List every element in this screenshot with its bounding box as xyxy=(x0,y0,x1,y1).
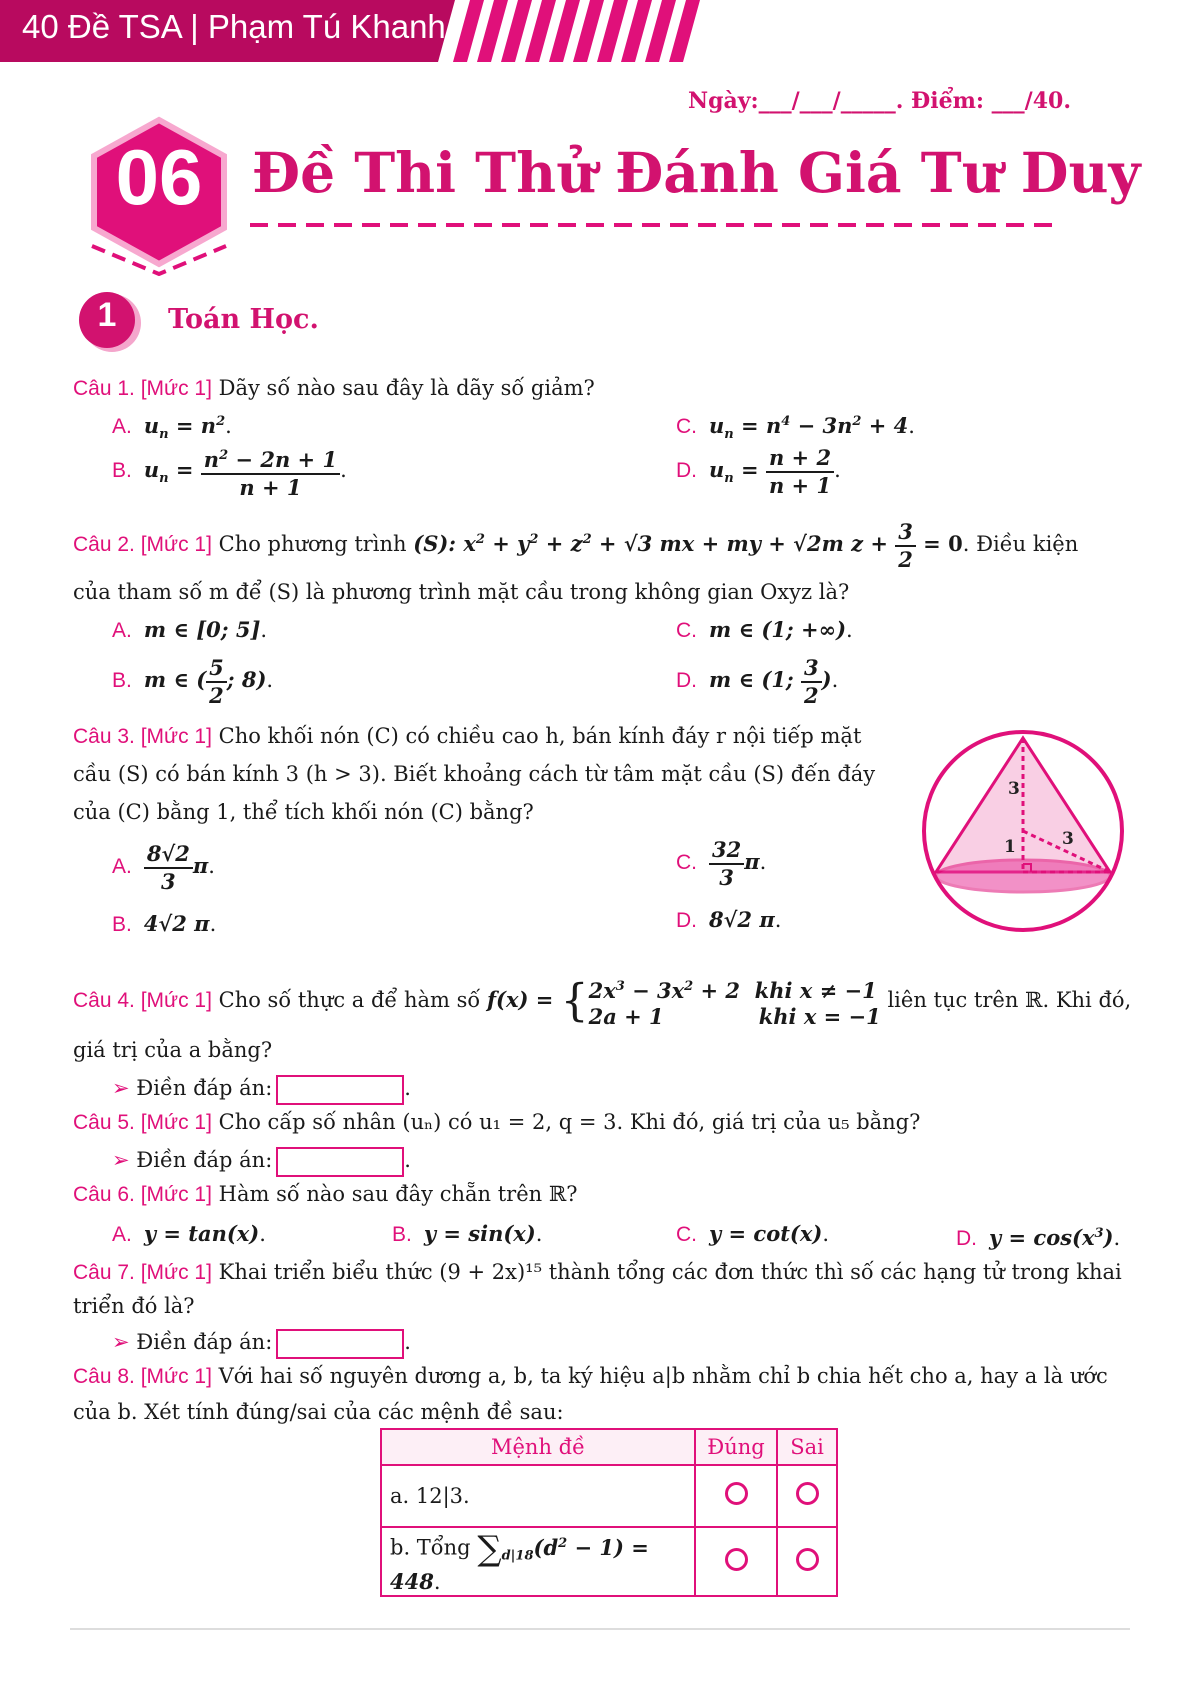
question-8 xyxy=(73,1362,1108,1391)
q3-option-d[interactable]: D. 8√2 π. xyxy=(676,907,782,932)
answer-box[interactable] xyxy=(276,1147,404,1177)
answer-box[interactable] xyxy=(276,1329,404,1359)
question-1 xyxy=(73,374,595,403)
true-radio-a[interactable] xyxy=(695,1465,777,1527)
q6-option-b[interactable]: B. y = sin(x). xyxy=(392,1221,543,1246)
fill-label: Điền đáp án: xyxy=(136,1076,273,1100)
question-label: Câu 1. [Mức 1] xyxy=(73,377,212,400)
question-text: Cho khối nón (C) có chiều cao h, bán kính đáy r nội tiếp mặt xyxy=(218,724,862,748)
q6-option-d[interactable]: D. $y = \cos(x^3)$. xyxy=(956,1225,1121,1250)
false-radio-b[interactable] xyxy=(777,1527,837,1596)
q2-line2: của tham số m để (S) là phương trình mặt cầu trong không gian Oxyz là? xyxy=(73,580,850,604)
q3-option-c[interactable]: C. $\frac{32}{3}$ π. xyxy=(676,836,767,890)
section-title: Toán Học. xyxy=(168,304,319,335)
col-header-statement: Mệnh đề xyxy=(381,1429,695,1465)
q3-line3: của (C) bằng 1, thể tích khối nón (C) bằng? xyxy=(73,800,534,824)
arrow-icon: ➢ xyxy=(112,1330,130,1354)
figure-label-1: 1 xyxy=(1004,837,1016,857)
statement-a: a. 12|3. xyxy=(381,1465,695,1527)
radio-circle-icon[interactable] xyxy=(796,1482,819,1505)
question-label: Câu 3. [Mức 1] xyxy=(73,725,212,748)
cone-sphere-figure xyxy=(920,728,1126,934)
header-title: 40 Đề TSA | Phạm Tú Khanh xyxy=(22,8,446,45)
arrow-icon: ➢ xyxy=(112,1148,130,1172)
question-text: Cho phương trình xyxy=(218,532,407,556)
question-label: Câu 6. [Mức 1] xyxy=(73,1183,212,1206)
q8-line2: của b. Xét tính đúng/sai của các mệnh đề sau: xyxy=(73,1400,564,1424)
question-text-2: Điều kiện xyxy=(976,532,1079,556)
q1-option-b[interactable]: B. $u_n$ = $\frac{n^2 - 2n + 1}{n + 1}$ . xyxy=(112,442,347,507)
radio-circle-icon[interactable] xyxy=(725,1548,748,1571)
question-4: Câu 4. [Mức 1] Cho số thực a để hàm số $f(x) = \{2x^3 - 3x^2 + 2$ khi x ≠ −1 2a + 1 khi x = −1 liên tục trên ℝ. Khi đó, xyxy=(73,975,1132,1029)
section-number: 1 xyxy=(97,296,117,334)
question-label: Câu 5. [Mức 1] xyxy=(73,1111,212,1134)
footer-divider xyxy=(70,1628,1130,1630)
radio-circle-icon[interactable] xyxy=(796,1548,819,1571)
fill-label: Điền đáp án: xyxy=(136,1148,273,1172)
true-radio-b[interactable] xyxy=(695,1527,777,1596)
figure-label-3a: 3 xyxy=(1008,779,1020,799)
question-text-2: liên tục trên ℝ. Khi đó, xyxy=(887,988,1132,1012)
col-header-true: Đúng xyxy=(695,1429,777,1465)
exam-title: Đề Thi Thử Đánh Giá Tư Duy xyxy=(252,140,1141,205)
question-text: Khai triển biểu thức (9 + 2x)¹⁵ thành tổng các đơn thức thì số các hạng tử trong khai xyxy=(218,1260,1122,1284)
title-underline xyxy=(250,222,1056,228)
q1-option-a[interactable]: A. $u_n = n^2$. xyxy=(112,413,232,443)
q6-option-a[interactable]: A. y = tan(x). xyxy=(112,1221,266,1246)
statement-b: b. Tổng $\sum_{d|18}(d^2 - 1) = 448$. xyxy=(381,1527,695,1596)
q2-option-a[interactable]: A. m ∈ [0; 5]. xyxy=(112,617,268,642)
q4-answer-row: ➢ Điền đáp án: . xyxy=(112,1074,411,1105)
q2-option-b[interactable]: B. m ∈ ( $\frac{5}{2}$ ; 8). xyxy=(112,654,274,708)
exam-number: 06 xyxy=(115,133,203,221)
col-header-false: Sai xyxy=(777,1429,837,1465)
radio-circle-icon[interactable] xyxy=(725,1482,748,1505)
question-text: Cho cấp số nhân (uₙ) có u₁ = 2, q = 3. Khi đó, giá trị của u₅ bằng? xyxy=(218,1110,921,1134)
question-label: Câu 4. [Mức 1] xyxy=(73,989,212,1012)
q1-option-c[interactable]: C. $u_n = n^4 - 3n^2 + 4$. xyxy=(676,413,915,443)
q3-option-a[interactable]: A. $\frac{8√2}{3}$ π. xyxy=(112,840,215,894)
question-2: Câu 2. [Mức 1] Cho phương trình (S): $x^2 + y^2 + z^2 + √3$ mx + my + √2m z + $\frac{3}{2}$ = 0. Điều kiện xyxy=(73,518,1079,572)
q3-line2: cầu (S) có bán kính 3 (h > 3). Biết khoảng cách từ tâm mặt cầu (S) đến đáy xyxy=(73,762,876,786)
question-3 xyxy=(73,722,861,751)
question-label: Câu 8. [Mức 1] xyxy=(73,1365,212,1388)
question-label: Câu 7. [Mức 1] xyxy=(73,1261,212,1284)
q1-option-d[interactable]: D. $u_n$ = $\frac{n + 2}{n + 1}$ . xyxy=(676,444,841,498)
date-score-line: Ngày:___/___/_____. Điểm: ___/40. xyxy=(688,88,1071,114)
q2-option-d[interactable]: D. m ∈ (1; $\frac{3}{2}$ ). xyxy=(676,654,839,708)
q4-line2: giá trị của a bằng? xyxy=(73,1038,273,1062)
question-text: Dãy số nào sau đây là dãy số giảm? xyxy=(218,376,595,400)
statements-table xyxy=(380,1428,838,1597)
false-radio-a[interactable] xyxy=(777,1465,837,1527)
q6-option-c[interactable]: C. y = cot(x). xyxy=(676,1221,829,1246)
question-6 xyxy=(73,1180,578,1209)
question-text: Với hai số nguyên dương a, b, ta ký hiệu a|b nhằm chỉ b chia hết cho a, hay a là ước xyxy=(218,1364,1108,1388)
question-7 xyxy=(73,1258,1122,1287)
question-text: Hàm số nào sau đây chẵn trên ℝ? xyxy=(218,1182,578,1206)
q2-option-c[interactable]: C. m ∈ (1; +∞). xyxy=(676,617,853,642)
q3-option-b[interactable]: B. 4√2 π. xyxy=(112,911,217,936)
answer-box[interactable] xyxy=(276,1075,404,1105)
figure-label-3b: 3 xyxy=(1062,829,1074,849)
question-5 xyxy=(73,1108,920,1137)
arrow-icon: ➢ xyxy=(112,1076,130,1100)
q5-answer-row: ➢ Điền đáp án: . xyxy=(112,1146,411,1177)
fill-label: Điền đáp án: xyxy=(136,1330,273,1354)
q7-line2: triển đó là? xyxy=(73,1294,195,1318)
q7-answer-row: ➢ Điền đáp án: . xyxy=(112,1328,411,1359)
question-label: Câu 2. [Mức 1] xyxy=(73,533,212,556)
question-text: Cho số thực a để hàm số xyxy=(218,988,481,1012)
